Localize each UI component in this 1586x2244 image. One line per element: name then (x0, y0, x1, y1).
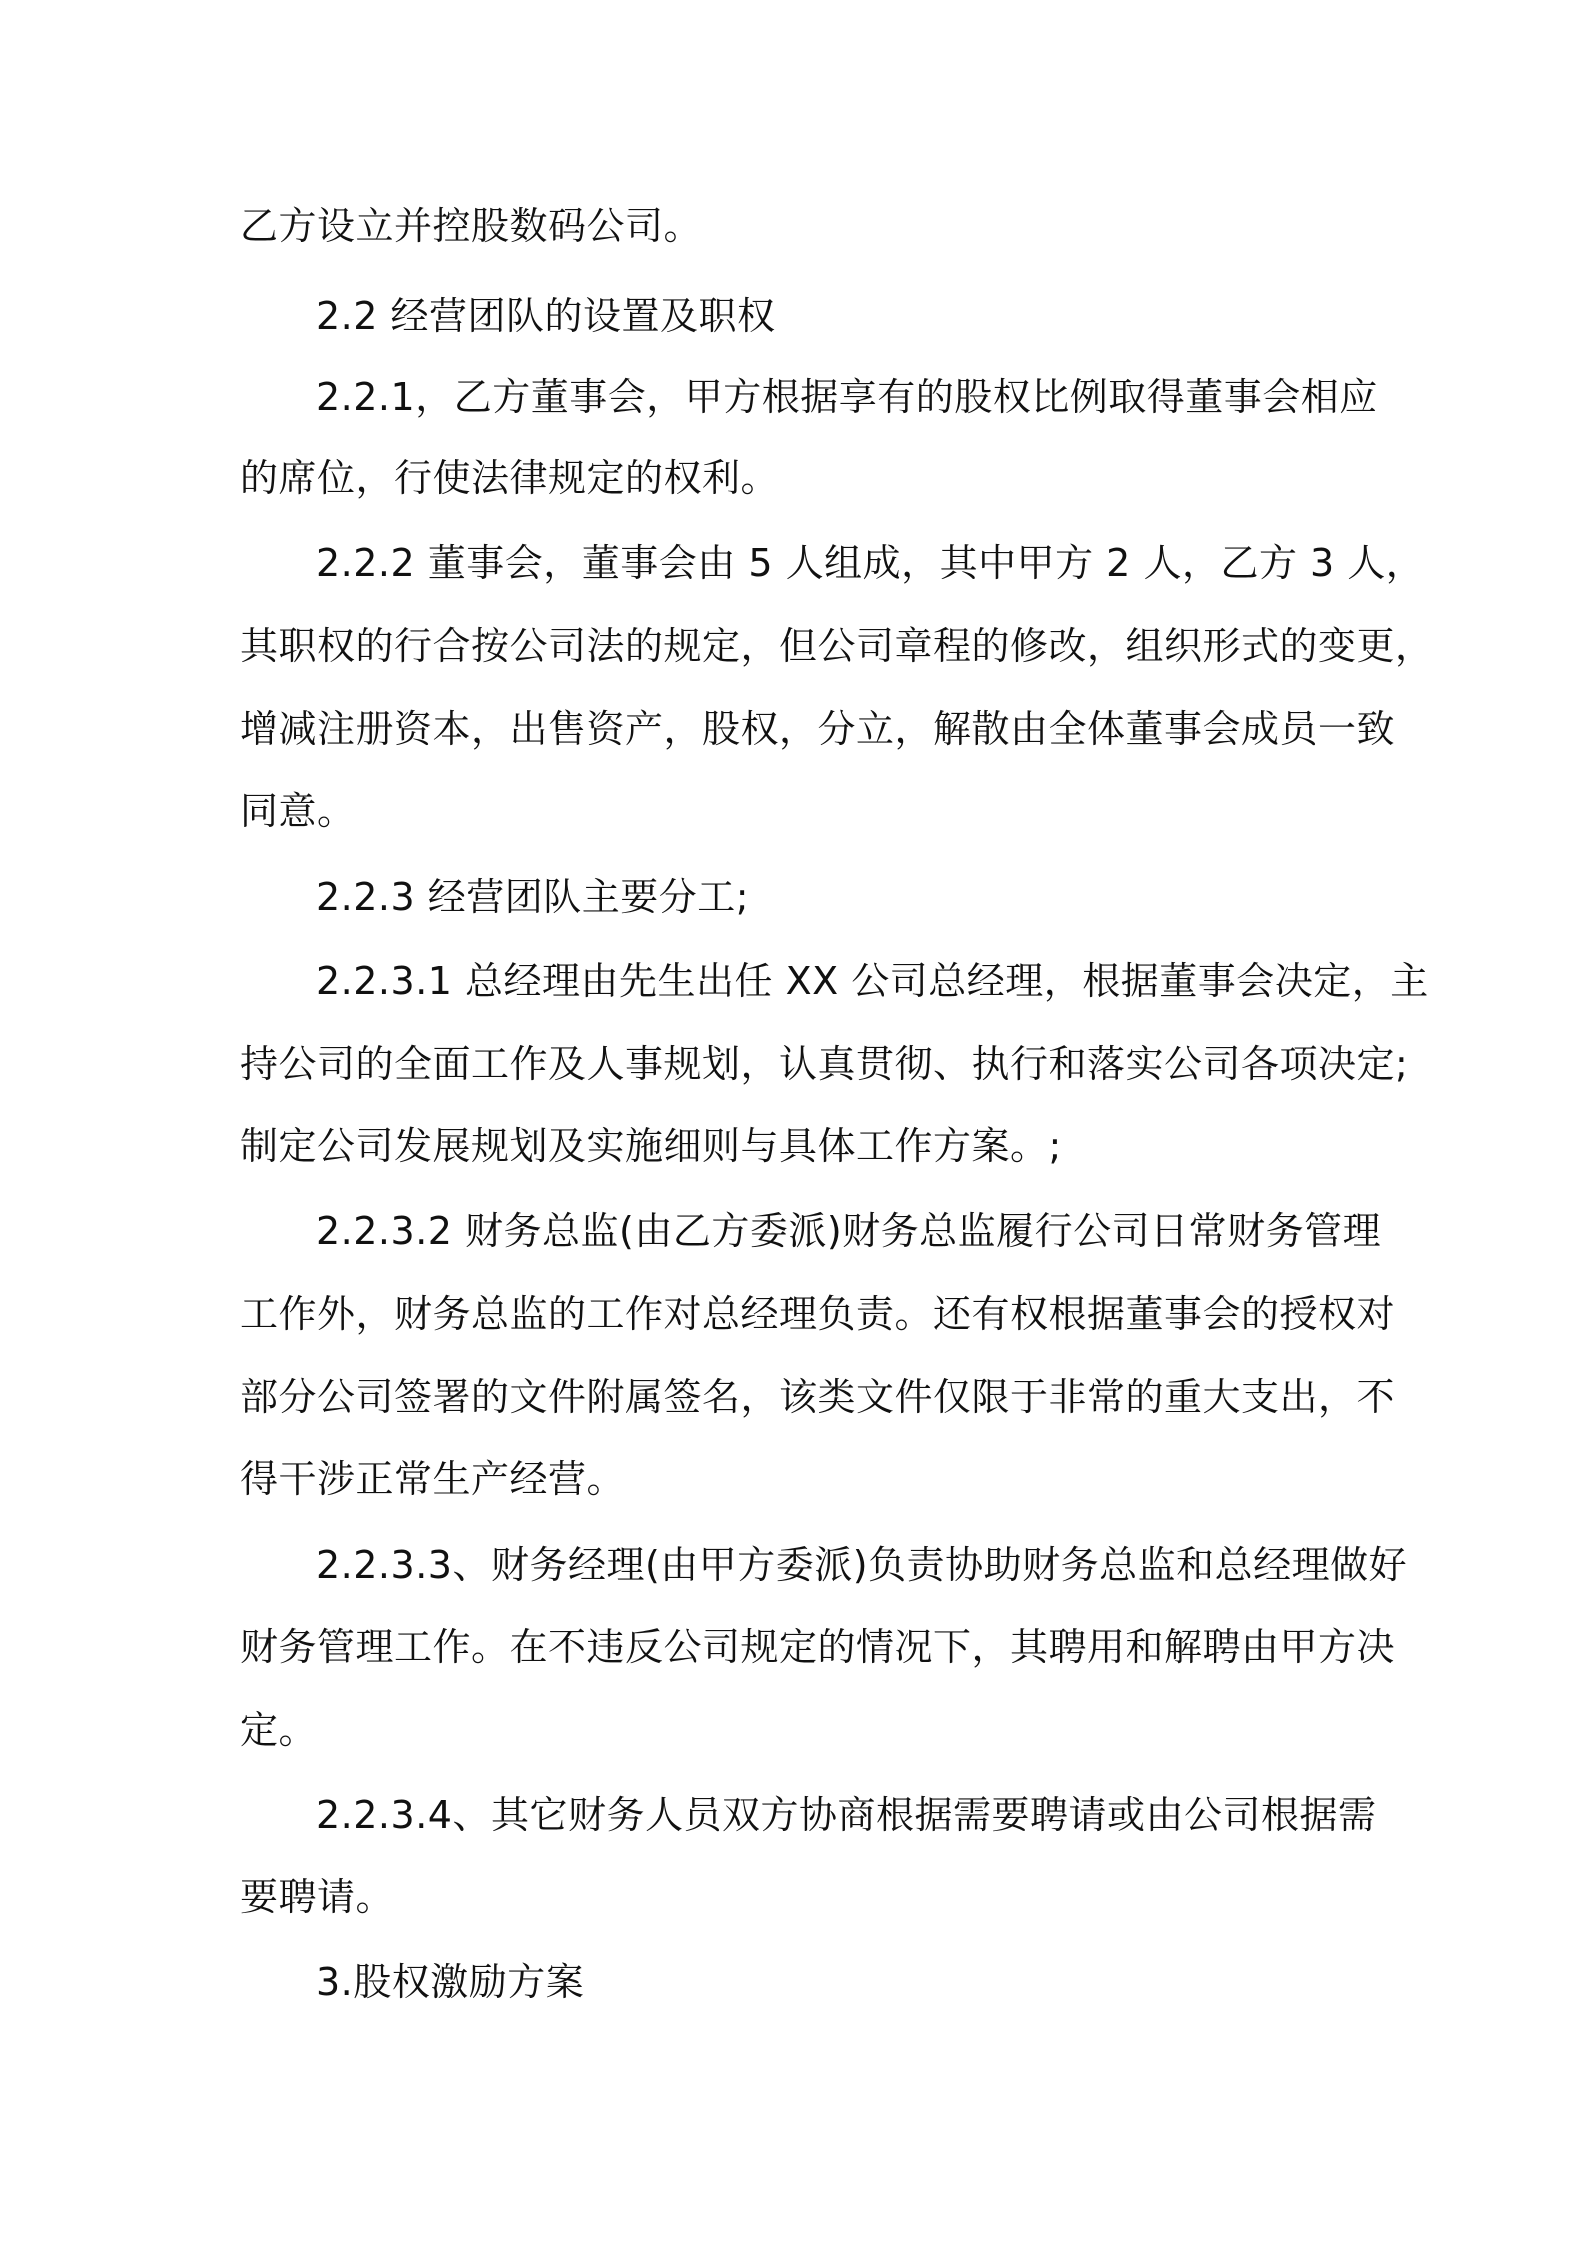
section-heading: 3.股权激励方案 (316, 1960, 585, 2004)
text-line: 持公司的全面工作及人事规划，认真贯彻、执行和落实公司各项决定; (240, 1042, 1409, 1086)
section-heading: 2.2.3 经营团队主要分工; (316, 875, 750, 919)
text-line: 2.2.2 董事会，董事会由 5 人组成，其中甲方 2 人，乙方 3 人， (316, 541, 1425, 585)
text-line: 2.2.3.4、其它财务人员双方协商根据需要聘请或由公司根据需 (316, 1793, 1377, 1837)
text-line: 工作外，财务总监的工作对总经理负责。还有权根据董事会的授权对 (240, 1292, 1396, 1336)
text-line: 得干涉正常生产经营。 (240, 1457, 626, 1501)
text-line: 其职权的行合按公司法的规定，但公司章程的修改，组织形式的变更， (240, 624, 1434, 668)
section-heading: 2.2 经营团队的设置及职权 (316, 294, 776, 338)
text-line: 部分公司签署的文件附属签名，该类文件仅限于非常的重大支出，不 (240, 1375, 1396, 1419)
text-line: 财务管理工作。在不违反公司规定的情况下，其聘用和解聘由甲方决 (240, 1625, 1396, 1669)
text-line: 制定公司发展规划及实施细则与具体工作方案。; (240, 1124, 1062, 1168)
text-line: 同意。 (240, 789, 356, 833)
text-line: 2.2.3.3、财务经理(由甲方委派)负责协助财务总监和总经理做好 (316, 1543, 1408, 1587)
text-line: 2.2.3.1 总经理由先生出任 XX 公司总经理，根据董事会决定，主 (316, 959, 1429, 1003)
text-line: 要聘请。 (240, 1875, 395, 1919)
text-line: 增减注册资本，出售资产，股权，分立，解散由全体董事会成员一致 (240, 707, 1396, 751)
text-line: 乙方设立并控股数码公司。 (240, 204, 703, 248)
text-line: 定。 (240, 1708, 318, 1752)
text-line: 2.2.1，乙方董事会，甲方根据享有的股权比例取得董事会相应 (316, 375, 1378, 419)
text-line: 2.2.3.2 财务总监(由乙方委派)财务总监履行公司日常财务管理 (316, 1209, 1382, 1253)
text-line: 的席位，行使法律规定的权利。 (240, 456, 780, 500)
